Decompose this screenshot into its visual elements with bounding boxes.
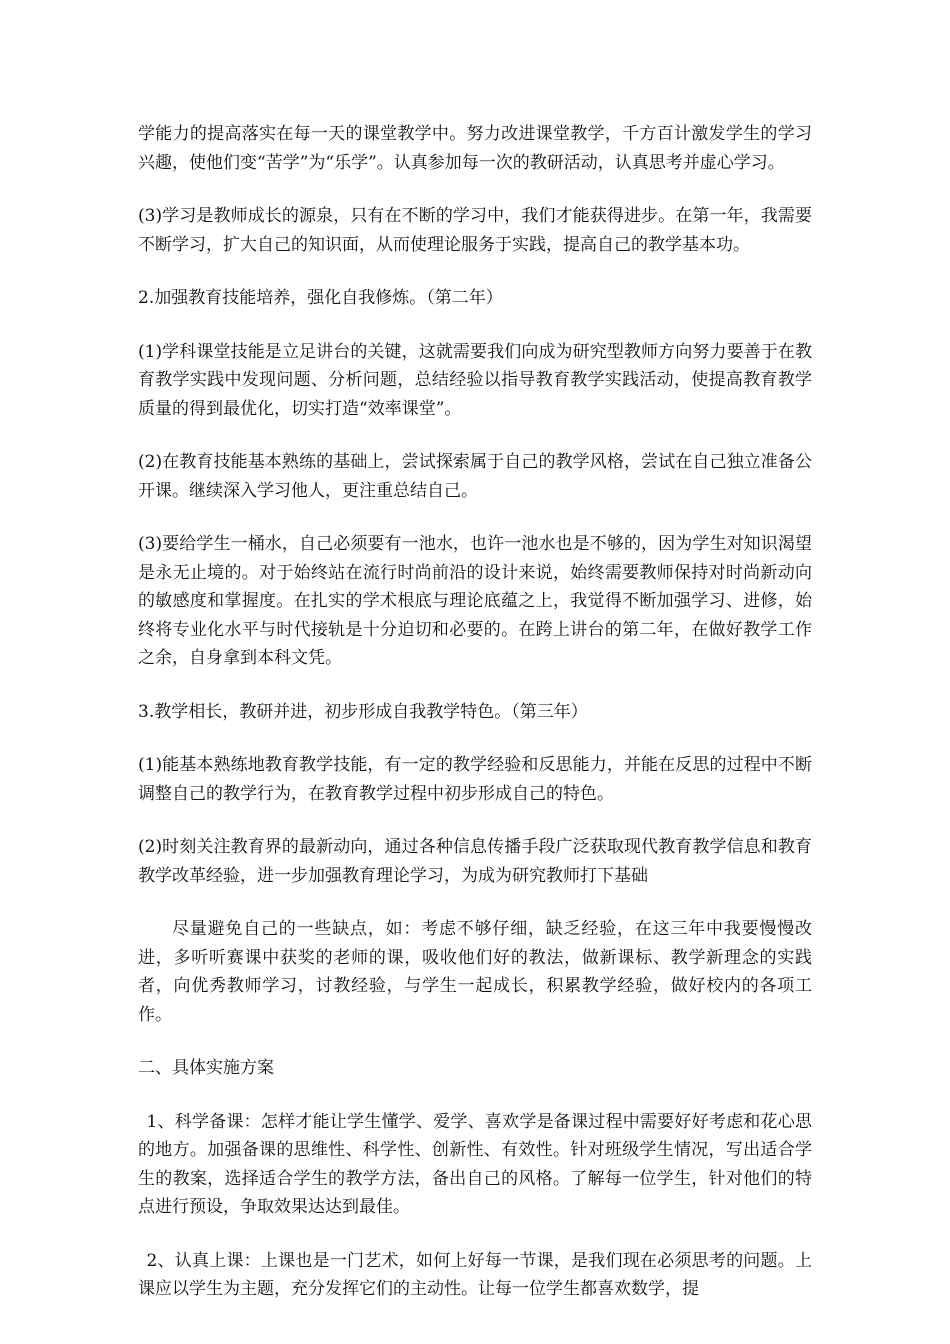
paragraph-continuation: 学能力的提高落实在每一天的课堂教学中。努力改进课堂教学，千方百计激发学生的学习兴趣，使他们变“苦学”为“乐学”。认真参加每一次的教研活动，认真思考并虚心学习。 (138, 124, 812, 173)
paragraph-year1-point3: (3)学习是教师成长的源泉，只有在不断的学习中，我们才能获得进步。在第一年，我需要不断学习，扩大自己的知识面，从而使理论服务于实践，提高自己的教学基本功。 (138, 206, 812, 255)
document-body (138, 120, 812, 1329)
paragraph-year2-point2: (2)在教育技能基本熟练的基础上，尝试探索属于自己的教学风格，尝试在自己独立准备公开课。继续深入学习他人，更注重总结自己。 (138, 452, 812, 501)
paragraph-shortcomings: 尽量避免自己的一些缺点，如：考虑不够仔细，缺乏经验，在这三年中我要慢慢改进，多听听赛课中获奖的老师的课，吸收他们好的教法，做新课标、教学新理念的实践者，向优秀教师学习，讨教经验，与学生一起成长，积累教学经验，做好校内的各项工作。 (138, 919, 812, 1025)
paragraph-plan-item-1: 1、科学备课：怎样才能让学生懂学、爱学、喜欢学是备课过程中需要好好考虑和花心思的地方。加强备课的思维性、科学性、创新性、有效性。针对班级学生情况，写出适合学生的教案，选择适合学生的教学方法，备出自己的风格。了解每一位学生，针对他们的特点进行预设，争取效果达达到最佳。 (138, 1111, 812, 1217)
heading-section-2: 2.加强教育技能培养，强化自我修炼。（第二年） (138, 288, 503, 308)
paragraph-year3-point1: (1)能基本熟练地教育教学技能，有一定的教学经验和反思能力，并能在反思的过程中不断调整自己的教学行为，在教育教学过程中初步形成自己的特色。 (138, 755, 812, 804)
heading-section-3: 3.教学相长，教研并进，初步形成自我教学特色。（第三年） (138, 701, 588, 722)
paragraph-plan-item-2: 2、认真上课：上课也是一门艺术，如何上好每一节课，是我们现在必须思考的问题。上课应以学生为主题，充分发挥它们的主动性。让每一位学生都喜欢数学，提 (138, 1250, 812, 1299)
heading-implementation-plan: 二、具体实施方案 (138, 1058, 274, 1078)
paragraph-year2-point3: (3)要给学生一桶水，自己必须要有一池水，也许一池水也是不够的，因为学生对知识渴望是永无止境的。对于始终站在流行时尚前沿的设计来说，始终需要教师保持对时尚新动向的敏感度和掌握度。在扎实的学术根底与理论底蕴之上，我觉得不断加强学习、进修，始终将专业化水平与时代接轨是十分迫切和必要的。在跨上讲台的第二年，在做好教学工作之余，自身拿到本科文凭。 (138, 534, 812, 668)
paragraph-year3-point2: (2)时刻关注教育界的最新动向，通过各种信息传播手段广泛获取现代教育教学信息和教育教学改革经验，进一步加强教育理论学习，为成为研究教师打下基础 (138, 837, 812, 886)
paragraph-year2-point1: (1)学科课堂技能是立足讲台的关键，这就需要我们向成为研究型教师方向努力要善于在教育教学实践中发现问题、分析问题，总结经验以指导教育教学实践活动，使提高教育教学质量的得到最优化，切实打造“效率课堂”。 (138, 341, 812, 419)
